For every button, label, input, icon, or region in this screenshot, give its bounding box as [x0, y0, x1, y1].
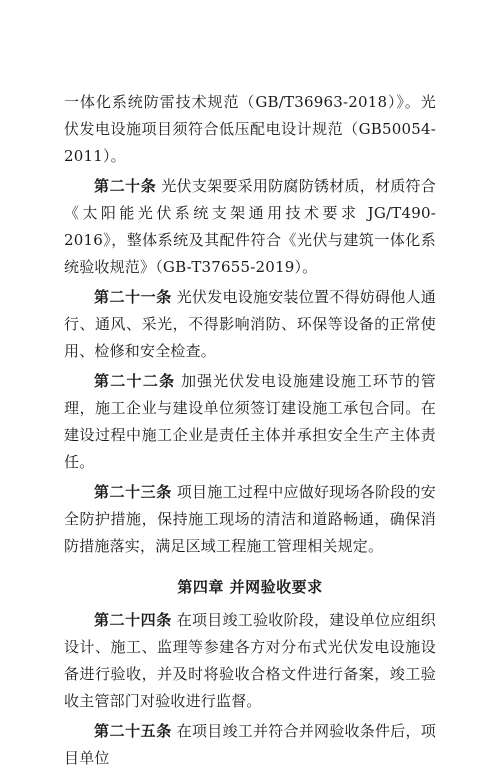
article-number: 第二十条 [94, 177, 157, 195]
article-23 [64, 479, 436, 560]
article-21 [64, 284, 436, 365]
article-number: 第二十三条 [94, 483, 172, 501]
article-text: 加强光伏发电设施建设施工环节的管理，施工企业与建设单位须签订建设施工承包合同。在建设过程中施工企业是责任主体并承担安全生产主体责任。 [64, 372, 436, 471]
article-text: 在项目竣工并符合并网验收条件后，项目单位 [64, 722, 437, 767]
article-25 [64, 718, 436, 772]
article-number: 第二十一条 [94, 288, 172, 306]
continuation-paragraph: 一体化系统防雷技术规范（GB/T36963-2018）》。光伏发电设施项目须符合低压配电设计规范（GB50054-2011）。 [64, 93, 436, 165]
article-text: 在项目竣工验收阶段，建设单位应组织设计、施工、监理等参建各方对分布式光伏发电设施设备进行验收，并及时将验收合格文件进行备案，竣工验收主管部门对验收进行监督。 [64, 611, 437, 710]
article-text: 光伏发电设施安装位置不得妨碍他人通行、通风、采光，不得影响消防、环保等设备的正常使用、检修和安全检查。 [64, 288, 437, 360]
article-number: 第二十五条 [94, 722, 172, 740]
article-number: 第二十二条 [94, 372, 176, 390]
article-text: 光伏支架要采用防腐防锈材质，材质符合《太阳能光伏系统支架通用技术要求 JG/T490-2016》，整体系统及其配件符合《光伏与建筑一体化系统验收规范》（GB-T37655-2019）。 [64, 177, 437, 276]
article-24 [64, 607, 436, 715]
document-body [64, 89, 436, 775]
article-20 [64, 173, 436, 281]
article-text: 项目施工过程中应做好现场各阶段的安全防护措施，保持施工现场的清洁和道路畅通，确保消防措施落实，满足区域工程施工管理相关规定。 [64, 483, 437, 555]
article-22 [64, 368, 436, 476]
chapter-title: 第四章 并网验收要求 [177, 578, 323, 596]
article-number: 第二十四条 [94, 611, 172, 629]
